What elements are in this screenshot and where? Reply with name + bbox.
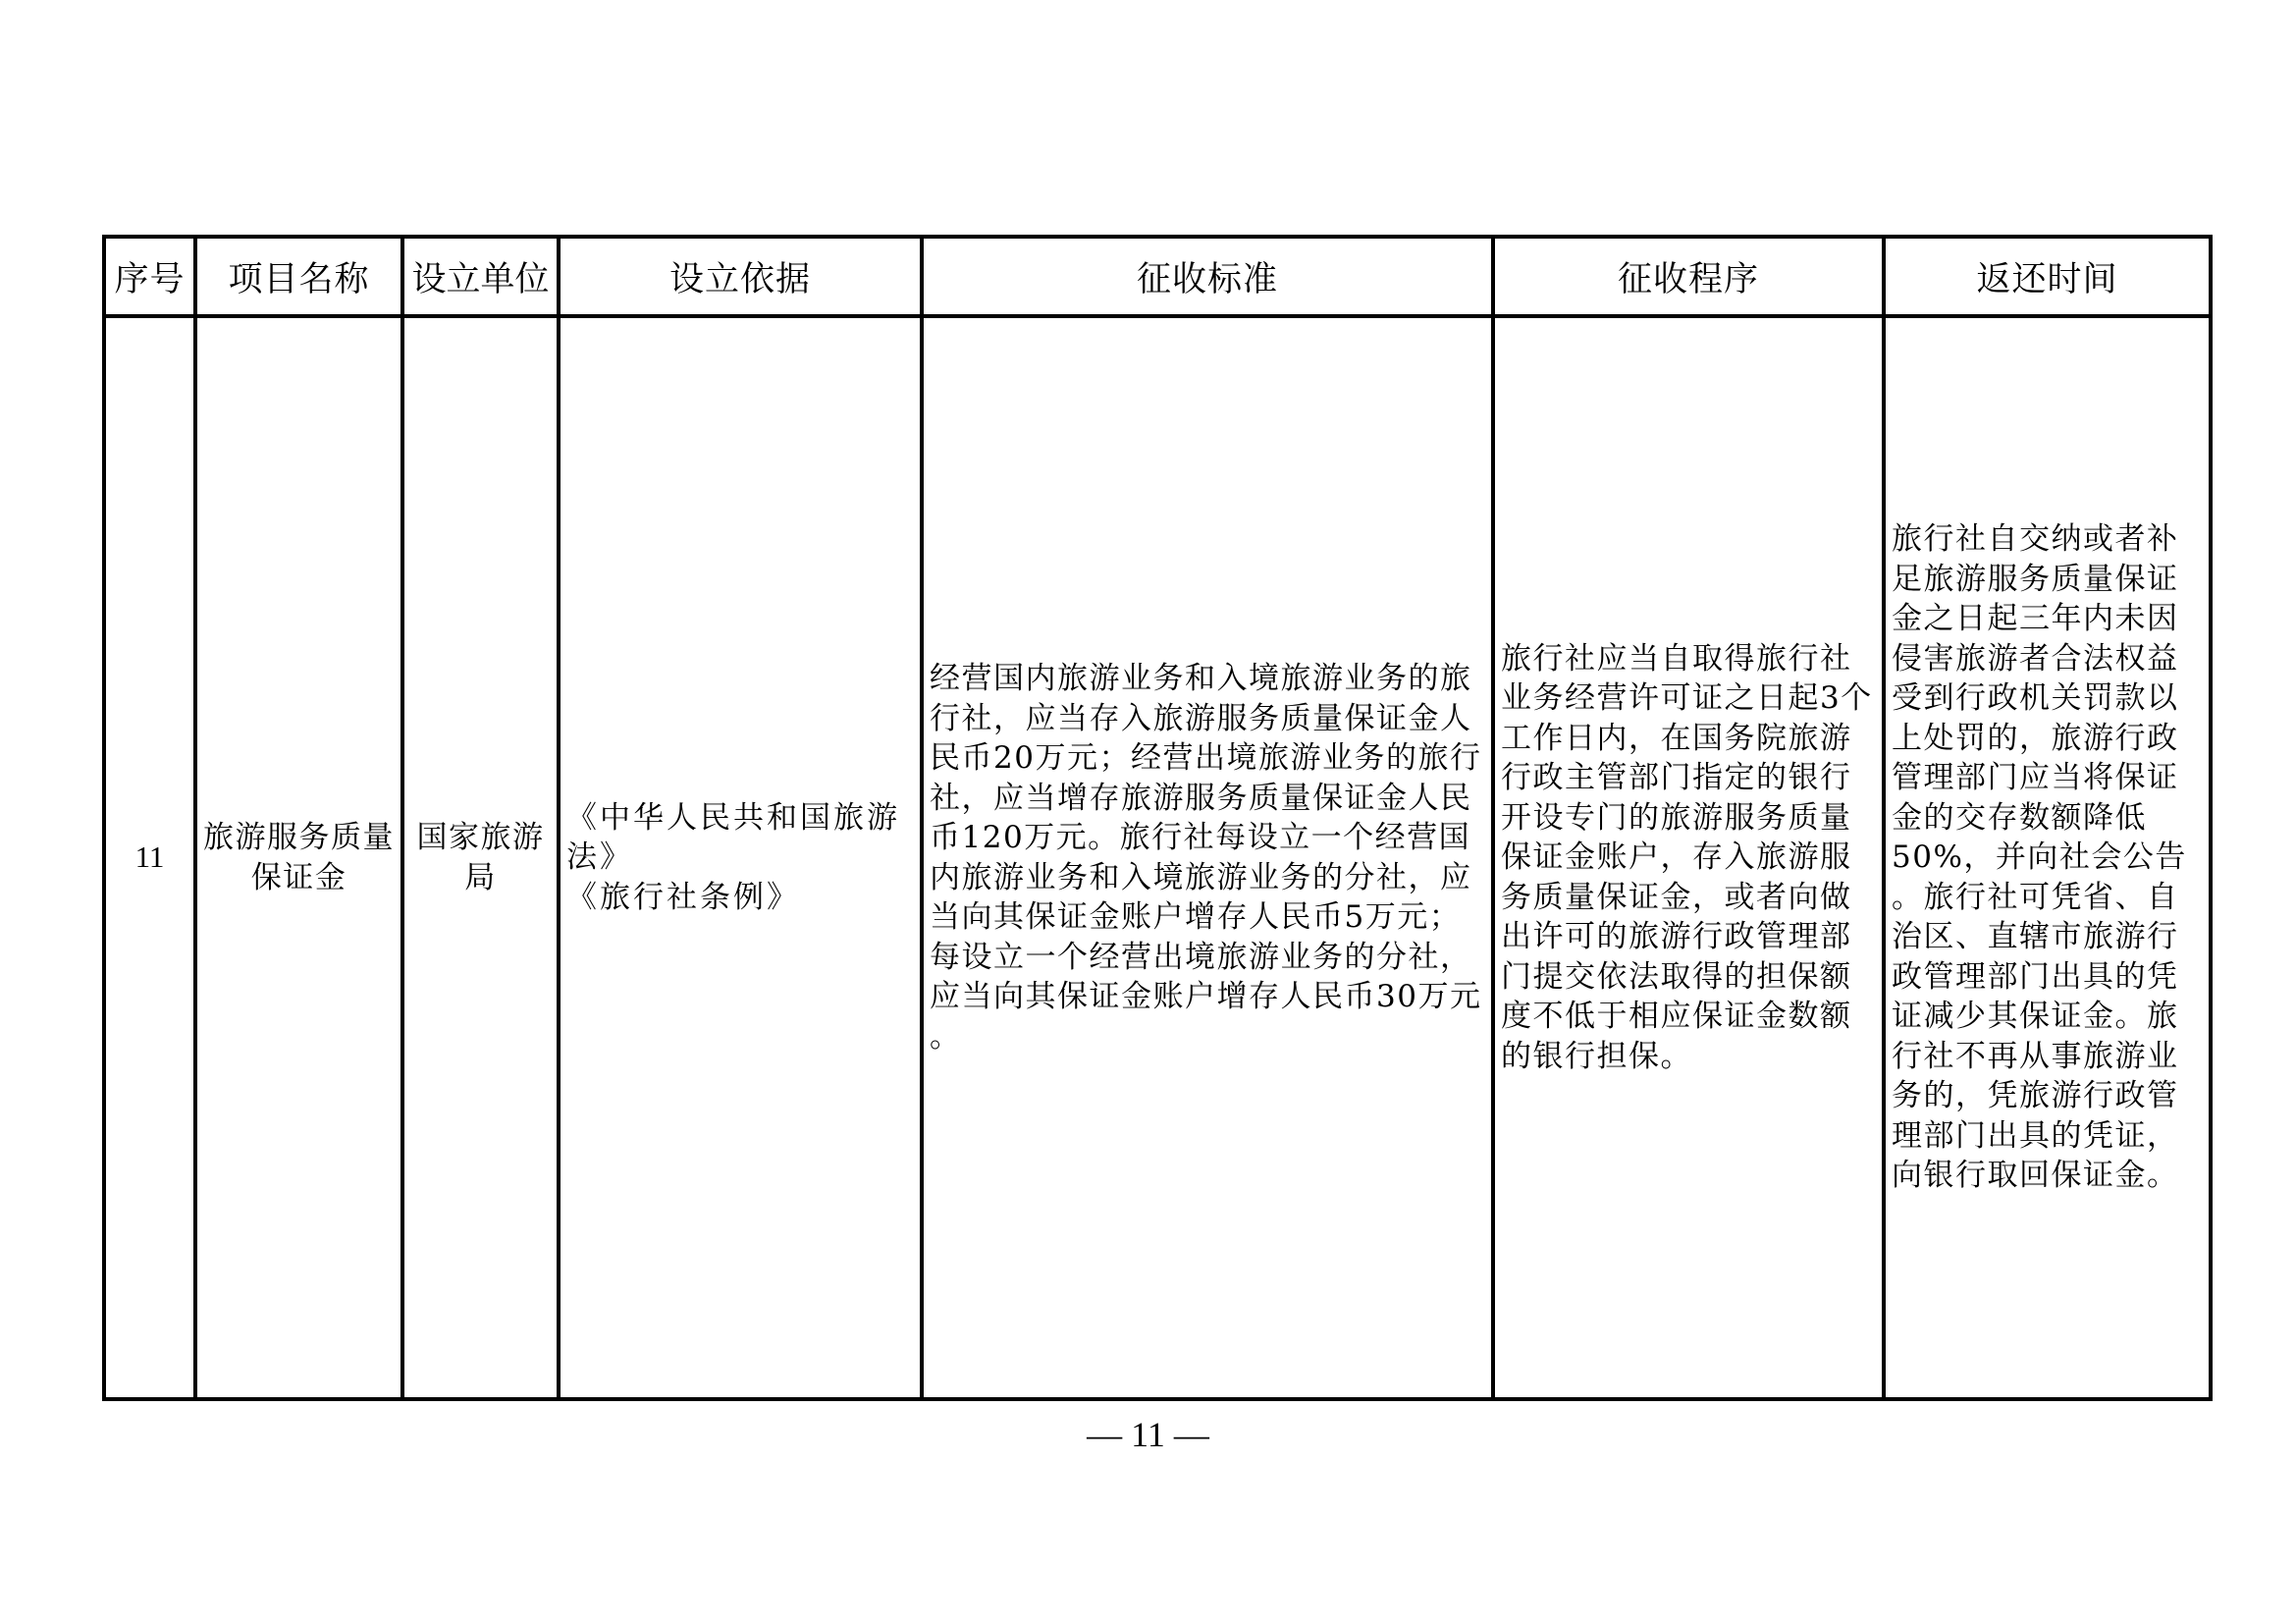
header-return-time: 返还时间 [1884, 237, 2211, 316]
standard-line: 。 [930, 1018, 962, 1055]
standard-line: 经营国内旅游业务和入境旅游业务的旅 [930, 661, 1472, 696]
cell-unit [402, 316, 559, 1399]
project-name-line: 保证金 [250, 859, 347, 895]
standard-line: 内旅游业务和入境旅游业务的分社，应 [930, 859, 1472, 895]
header-project-name: 项目名称 [195, 237, 402, 316]
header-unit: 设立单位 [402, 237, 559, 316]
return-time-line: 50%，并向社会公告 [1892, 839, 2187, 876]
basis-line: 法》 [566, 839, 633, 876]
procedure-line: 出许可的旅游行政管理部 [1501, 919, 1852, 955]
table-header-row [104, 237, 2211, 316]
cell-basis [559, 316, 922, 1399]
standard-line: 每设立一个经营出境旅游业务的分社， [930, 939, 1472, 975]
procedure-line: 门提交依法取得的担保额 [1501, 958, 1852, 995]
standard-line: 行社，应当存入旅游服务质量保证金人 [930, 700, 1472, 736]
cell-index: 11 [104, 316, 195, 1399]
procedure-line: 行政主管部门指定的银行 [1501, 760, 1852, 796]
return-time-line: 证减少其保证金。旅 [1892, 999, 2179, 1035]
header-standard: 征收标准 [922, 237, 1493, 316]
return-time-line: 治区、直辖市旅游行 [1892, 919, 2179, 955]
unit-line: 局 [464, 859, 497, 895]
procedure-line: 开设专门的旅游服务质量 [1501, 799, 1852, 836]
return-time-line: 足旅游服务质量保证 [1892, 561, 2179, 597]
cell-procedure [1493, 316, 1884, 1399]
fee-table [102, 235, 2213, 1401]
procedure-line: 保证金账户，存入旅游服 [1501, 839, 1852, 876]
procedure-line: 工作日内，在国务院旅游 [1501, 720, 1852, 756]
unit-line: 国家旅游 [416, 820, 545, 855]
standard-line: 币120万元。旅行社每设立一个经营国 [930, 820, 1471, 855]
basis-line: 《中华人民共和国旅游 [566, 799, 900, 836]
standard-line: 民币20万元；经营出境旅游业务的旅行 [930, 740, 1482, 776]
return-time-line: 理部门出具的凭证， [1892, 1117, 2179, 1154]
header-index: 序号 [104, 237, 195, 316]
cell-standard [922, 316, 1493, 1399]
standard-line: 社，应当增存旅游服务质量保证金人民 [930, 780, 1472, 816]
return-time-line: 上处罚的，旅游行政 [1892, 720, 2179, 756]
project-name-line: 旅游服务质量 [203, 820, 395, 855]
return-time-line: 向银行取回保证金。 [1892, 1158, 2179, 1194]
return-time-line: 金的交存数额降低 [1892, 799, 2147, 836]
return-time-line: 政管理部门出具的凭 [1892, 958, 2179, 995]
return-time-line: 行社不再从事旅游业 [1892, 1038, 2179, 1074]
table-row [104, 316, 2211, 1399]
return-time-line: 旅行社自交纳或者补 [1892, 521, 2179, 558]
header-basis: 设立依据 [559, 237, 922, 316]
procedure-line: 业务经营许可证之日起3个 [1501, 680, 1873, 717]
page-number: — 11 — [1087, 1415, 1209, 1454]
procedure-line: 的银行担保。 [1501, 1038, 1692, 1074]
return-time-line: 管理部门应当将保证 [1892, 760, 2179, 796]
standard-line: 应当向其保证金账户增存人民币30万元 [930, 979, 1482, 1014]
procedure-line: 旅行社应当自取得旅行社 [1501, 640, 1852, 677]
return-time-line: 受到行政机关罚款以 [1892, 680, 2179, 717]
header-procedure: 征收程序 [1493, 237, 1884, 316]
procedure-line: 度不低于相应保证金数额 [1501, 999, 1852, 1035]
cell-project-name [195, 316, 402, 1399]
procedure-line: 务质量保证金，或者向做 [1501, 879, 1852, 915]
standard-line: 当向其保证金账户增存人民币5万元； [930, 899, 1462, 935]
cell-return-time [1884, 316, 2211, 1399]
return-time-line: 侵害旅游者合法权益 [1892, 640, 2179, 677]
return-time-line: 金之日起三年内未因 [1892, 601, 2179, 637]
basis-line: 《旅行社条例》 [566, 879, 800, 915]
return-time-line: 务的，凭旅游行政管 [1892, 1078, 2179, 1114]
return-time-line: 。旅行社可凭省、自 [1892, 879, 2179, 915]
